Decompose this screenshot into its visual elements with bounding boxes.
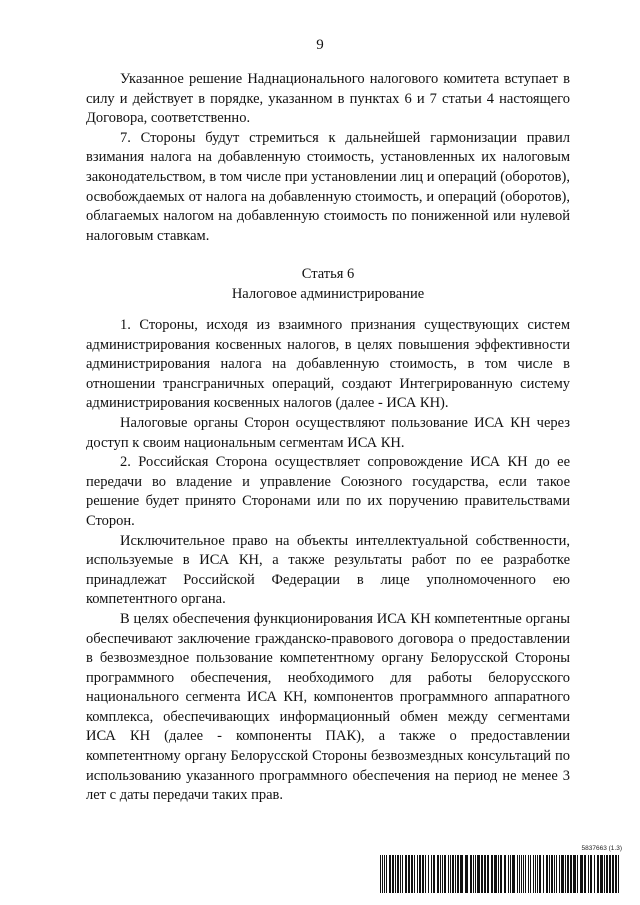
barcode-bar (551, 855, 553, 893)
barcode-bar (561, 855, 564, 893)
barcode-bar (442, 855, 443, 893)
barcode-bar (473, 855, 474, 893)
text-block-1 (86, 70, 570, 246)
barcode-bar (533, 855, 534, 893)
barcode-bar (500, 855, 502, 893)
paragraph: 7. Стороны будут стремиться к дальнейшей гармонизации правил взимания налога на добавленную стоимость, установленных их налоговым законодательством, в том числе при установлении лиц и операций (оборотов), освобождаемых от налога на добавленную стоимость, и операций (оборотов), облагаемых налогом на добавленную стоимость по пониженной или нулевой налоговым ставкам. (86, 129, 570, 244)
paragraph: В целях обеспечения функционирования ИСА КН компетентные органы обеспечивают заключение гражданско-правового договора о предоставлении в безвозмездное пользование компетентному органу Белорусской Стороны программного обеспечения, необходимого для работы белорусского национального сегмента ИСА КН, компонентов программного аппаратного комплекса, обеспечивающих информационный обмен между сегментами ИСА КН (далее - компоненты ПАК), а также о предоставлении компетентному органу Белорусской Стороны безвозмездных консультаций по использованию указанного программного обеспечения на период не менее 3 лет с даты передачи таких прав. (86, 610, 570, 804)
barcode-bar (470, 855, 472, 893)
barcode-bar (609, 855, 611, 893)
barcode-bar (395, 855, 396, 893)
paragraph: Налоговые органы Сторон осуществляют пользование ИСА КН через доступ к своим национальным сегментам ИСА КН. (86, 414, 570, 451)
barcode-bar (397, 855, 399, 893)
barcode (380, 845, 622, 895)
paragraph: 2. Российская Сторона осуществляет сопровождение ИСА КН до ее передачи во владение и управление Союзного государства, если такое решение будет принято Сторонами или по их поручению правительствами Сторон. (86, 454, 570, 529)
barcode-bar (386, 855, 387, 893)
barcode-bar (539, 855, 541, 893)
barcode-bar (504, 855, 506, 893)
barcode-bar (549, 855, 550, 893)
barcode-bar (477, 855, 480, 893)
barcode-bar (590, 855, 592, 893)
barcode-bar (481, 855, 483, 893)
barcode-bar (606, 855, 608, 893)
barcode-bar (570, 855, 572, 893)
barcode-bar (475, 855, 476, 893)
barcode-bar (384, 855, 385, 893)
barcode-bar (448, 855, 449, 893)
barcode-bar (588, 855, 589, 893)
barcode-bar (487, 855, 489, 893)
barcode-bar (523, 855, 524, 893)
barcode-bar (580, 855, 583, 893)
barcode-bar (554, 855, 555, 893)
barcode-bar (567, 855, 569, 893)
barcode-bar (519, 855, 520, 893)
barcode-bar (535, 855, 536, 893)
barcode-bar (521, 855, 522, 893)
barcode-bar (417, 855, 418, 893)
article-number: Статья 6 (301, 266, 355, 282)
barcode-bar (405, 855, 407, 893)
barcode-bar (546, 855, 548, 893)
barcode-bar (618, 855, 619, 893)
barcode-bar (537, 855, 538, 893)
barcode-bar (494, 855, 497, 893)
barcode-bar (455, 855, 456, 893)
barcode-bar (402, 855, 403, 893)
barcode-bar (400, 855, 401, 893)
barcode-bar (452, 855, 454, 893)
article-title: Налоговое администрирование (231, 285, 425, 302)
barcode-bar (573, 855, 576, 893)
barcode-bar (389, 855, 391, 893)
text-block-2 (86, 316, 570, 806)
barcode-bar (517, 855, 518, 893)
barcode-bar (577, 855, 578, 893)
paragraph: 1. Стороны, исходя из взаимного признания существующих систем администрирования косвенных налогов, в целях повышения эффективности администрирования налога на добавленную стоимость, в том числе в отношении трансграничных операций, создают Интегрированную систему администрирования косвенных налогов (далее - ИСА КН). (86, 317, 570, 412)
barcode-bar (440, 855, 441, 893)
barcode-bar (433, 855, 435, 893)
article-heading (86, 265, 570, 304)
barcode-bar (382, 855, 383, 893)
barcode-bar (465, 855, 468, 893)
barcode-bar (556, 855, 557, 893)
barcode-bar (594, 855, 595, 893)
barcode-bar (512, 855, 515, 893)
barcode-bar (419, 855, 421, 893)
barcode-bar (380, 855, 381, 893)
barcode-bar (543, 855, 544, 893)
barcode-bar (411, 855, 413, 893)
barcode-number: 5837663 (1.3) (581, 845, 622, 852)
barcode-bar (428, 855, 429, 893)
barcode-bar (604, 855, 605, 893)
barcode-bar (392, 855, 394, 893)
barcode-bars (380, 855, 622, 893)
barcode-bar (559, 855, 560, 893)
barcode-bar (597, 855, 599, 893)
paragraph: Исключительное право на объекты интеллектуальной собственности, используемые в ИСА КН, а также результаты работ по ее разработке принадлежат Российской Федерации в лице уполномоченного ею компетентного органа. (86, 532, 570, 608)
barcode-bar (460, 855, 463, 893)
barcode-bar (414, 855, 415, 893)
paragraph: Указанное решение Наднационального налогового комитета вступает в силу и действует в порядке, указанном в пунктах 6 и 7 статьи 4 настоящего Договора, соответственно. (86, 71, 570, 127)
barcode-bar (484, 855, 486, 893)
barcode-bar (444, 855, 446, 893)
barcode-bar (565, 855, 566, 893)
barcode-bar (615, 855, 617, 893)
barcode-bar (422, 855, 424, 893)
barcode-bar (612, 855, 614, 893)
barcode-bar (525, 855, 526, 893)
barcode-bar (457, 855, 459, 893)
barcode-bar (508, 855, 509, 893)
barcode-bar (450, 855, 451, 893)
barcode-bar (510, 855, 511, 893)
barcode-bar (408, 855, 410, 893)
barcode-bar (498, 855, 499, 893)
barcode-bar (425, 855, 426, 893)
barcode-bar (437, 855, 439, 893)
page-number: 9 (316, 37, 324, 53)
barcode-bar (584, 855, 586, 893)
barcode-bar (528, 855, 529, 893)
barcode-bar (530, 855, 531, 893)
barcode-bar (600, 855, 603, 893)
barcode-bar (431, 855, 432, 893)
barcode-bar (491, 855, 493, 893)
